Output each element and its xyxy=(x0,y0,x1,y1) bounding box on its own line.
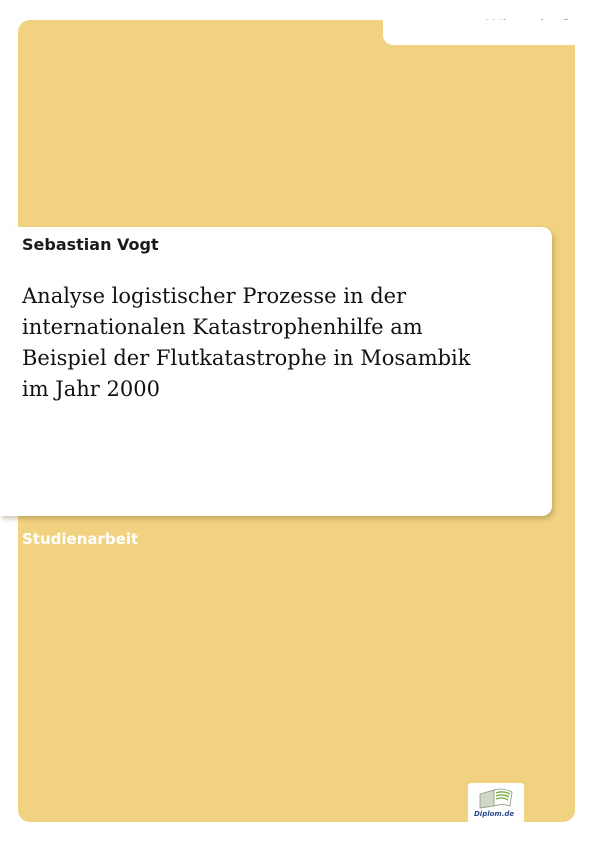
book-title xyxy=(22,281,542,405)
title-line: internationalen Katastrophenhilfe am xyxy=(22,315,423,339)
title-line: Beispiel der Flutkatastrophe in Mosambik xyxy=(22,346,471,370)
title-line: im Jahr 2000 xyxy=(22,377,160,401)
open-book-icon xyxy=(476,786,516,810)
publisher-logo xyxy=(468,783,524,823)
author-name: Sebastian Vogt xyxy=(22,235,159,254)
document-type-label: Studienarbeit xyxy=(22,530,139,548)
publisher-logo-text: Diplom.de xyxy=(474,810,515,818)
title-line: Analyse logistischer Prozesse in der xyxy=(22,284,407,308)
panel-notch xyxy=(383,20,583,45)
